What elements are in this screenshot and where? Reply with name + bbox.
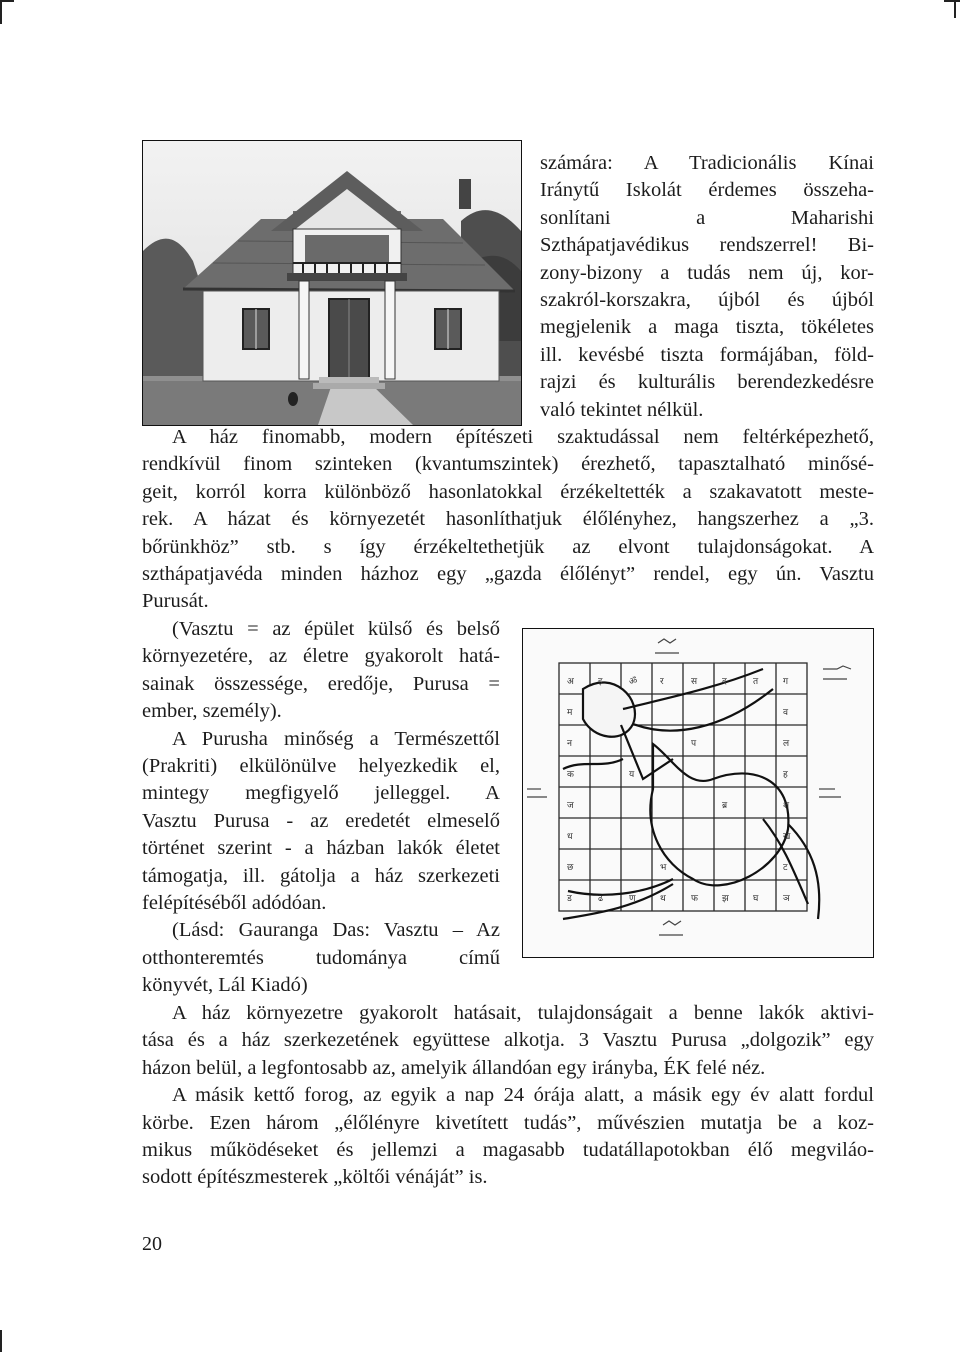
svg-text:म: म xyxy=(567,708,573,718)
crop-mark xyxy=(0,0,14,2)
svg-text:ध: ध xyxy=(567,832,573,842)
text-line: (Prakriti) elkülönülve helyezkedik el, xyxy=(142,755,500,777)
text-line: számára: A Tradicionális Kínai xyxy=(540,152,874,174)
text-line: könyvét, Lál Kiadó) xyxy=(142,974,308,997)
text-line: szthápatjavéda minden házhoz egy „gazda élőlényt” rendel, egy ún. Vasztu xyxy=(142,563,874,585)
svg-text:ग: ग xyxy=(783,677,789,687)
text-line: rendkívül finom szinteken (kvantumszintek) érezhető, tapasztalható minősé- xyxy=(142,453,874,476)
svg-text:ह: ह xyxy=(783,770,788,780)
svg-text:ल: ल xyxy=(783,739,790,749)
svg-text:ख: ख xyxy=(783,832,791,842)
text-line: házon belül, a legfontosabb az, amelyik állandóan egy irányba, ÉK felé néz. xyxy=(142,1056,766,1079)
text-line: megjelenik a maga tiszta, tökéletes xyxy=(540,316,874,339)
svg-text:ट: ट xyxy=(783,863,788,873)
svg-text:थ: थ xyxy=(660,894,666,904)
text-line: támogatja, ill. gátolja a ház szerkezeti xyxy=(142,864,500,887)
text-line: geit, korról korra különböző hasonlatokkal érzékeltették a szakavatott meste- xyxy=(142,480,874,503)
text-line: otthonteremtés tudománya című xyxy=(142,946,500,969)
text-line: sainak összessége, eredője, Purusa = xyxy=(142,672,500,695)
crop-mark xyxy=(944,0,960,2)
svg-text:द: द xyxy=(722,677,727,687)
text-line: A ház környezetre gyakorolt hatásait, tulajdonságait a benne lakók aktivi- xyxy=(172,1002,874,1024)
svg-text:र: र xyxy=(660,677,664,687)
text-line: sonlítani a Maharishi xyxy=(540,206,874,229)
text-line: környezetére, az életre gyakorolt hatá- xyxy=(142,645,500,668)
text-line: A Purusha minőség a Természettől xyxy=(172,727,500,750)
text-line: szakról-korszakra, újból és újból xyxy=(540,289,874,311)
svg-text:प: प xyxy=(691,739,697,749)
svg-text:ॐ: ॐ xyxy=(629,677,638,687)
text-line: való tekintet nélkül. xyxy=(540,398,704,421)
text-line: bőrünkhöz” stb. s így érzékeltethetjük az elvont tulajdonságokat. A xyxy=(142,535,874,558)
svg-text:भ: भ xyxy=(660,863,667,873)
svg-text:घ: घ xyxy=(753,894,759,904)
text-line: rajzi és kulturális berendezkedésre xyxy=(540,371,874,394)
vastu-diagram xyxy=(522,628,874,958)
svg-text:श: श xyxy=(783,801,790,811)
crop-mark xyxy=(954,0,956,18)
svg-text:ञ: ञ xyxy=(783,894,790,904)
svg-text:ण: ण xyxy=(629,894,636,904)
svg-text:त: त xyxy=(753,677,759,687)
svg-text:ज: ज xyxy=(567,801,574,811)
svg-text:व: व xyxy=(783,708,789,718)
text-line: (Lásd: Gauranga Das: Vasztu – Az xyxy=(172,919,500,942)
svg-text:न: न xyxy=(567,739,572,749)
svg-text:ढ: ढ xyxy=(598,894,604,904)
text-line: Szthápatjavédikus rendszerrel! Bi- xyxy=(540,234,874,257)
text-line: A ház finomabb, modern építészeti szaktudással nem feltérképezhető, xyxy=(172,426,874,448)
crop-mark xyxy=(0,0,2,24)
text-line: történet szerint - a házban lakók életet xyxy=(142,837,500,860)
svg-text:ड: ड xyxy=(567,894,572,904)
text-line: rek. A házat és környezetét hasonlíthatjuk élőlényhez, hangszerhez a „3. xyxy=(142,508,874,531)
text-line: tása és a ház szerkezetének együttese alkotja. 3 Vasztu Purusa „dolgozik” egy xyxy=(142,1029,874,1052)
svg-text:छ: छ xyxy=(567,863,574,873)
text-line: (Vasztu = az épület külső és belső xyxy=(172,618,500,640)
text-line: zony-bizony a tudás nem új, kor- xyxy=(540,261,874,284)
svg-text:फ: फ xyxy=(691,894,698,904)
text-line: ember, személy). xyxy=(142,700,282,723)
svg-text:इ: इ xyxy=(598,677,603,687)
house-photo-icon xyxy=(143,141,521,425)
text-line: Vasztu Purusa - az eredetét elmeselő xyxy=(142,809,500,832)
text-line: Purusát. xyxy=(142,590,209,613)
svg-text:झ: झ xyxy=(722,894,729,904)
text-line: mintegy megfigyelő jelleggel. A xyxy=(142,782,500,805)
vastu-purusha-mandala-diagram-icon xyxy=(523,629,873,957)
svg-text:य: य xyxy=(629,770,635,780)
svg-text:ब्र: ब्र xyxy=(722,801,728,811)
text-line: sodott építészmesterek „költői vénáját” is. xyxy=(142,1166,488,1189)
svg-text:अ: अ xyxy=(567,677,574,687)
text-line: mikus működéseket és jellemzi a magasabb tudatállapotokban élő megviláo- xyxy=(142,1139,874,1161)
text-line: ill. kevésbé tiszta formájában, föld- xyxy=(540,343,874,366)
text-line: A másik kettő forog, az egyik a nap 24 órája alatt, a másik egy év alatt fordul xyxy=(172,1084,874,1107)
house-photo xyxy=(142,140,522,426)
svg-text:स: स xyxy=(691,677,698,687)
text-line: felépítéséből adódóan. xyxy=(142,892,327,914)
text-line: Iránytű Iskolát érdemes összeha- xyxy=(540,179,874,202)
text-line: körbe. Ezen három „élőlényre kivetített tudás”, művészien mutatja be a koz- xyxy=(142,1111,874,1134)
svg-text:क: क xyxy=(567,770,574,780)
crop-mark xyxy=(0,1330,2,1352)
page-number: 20 xyxy=(142,1233,162,1255)
